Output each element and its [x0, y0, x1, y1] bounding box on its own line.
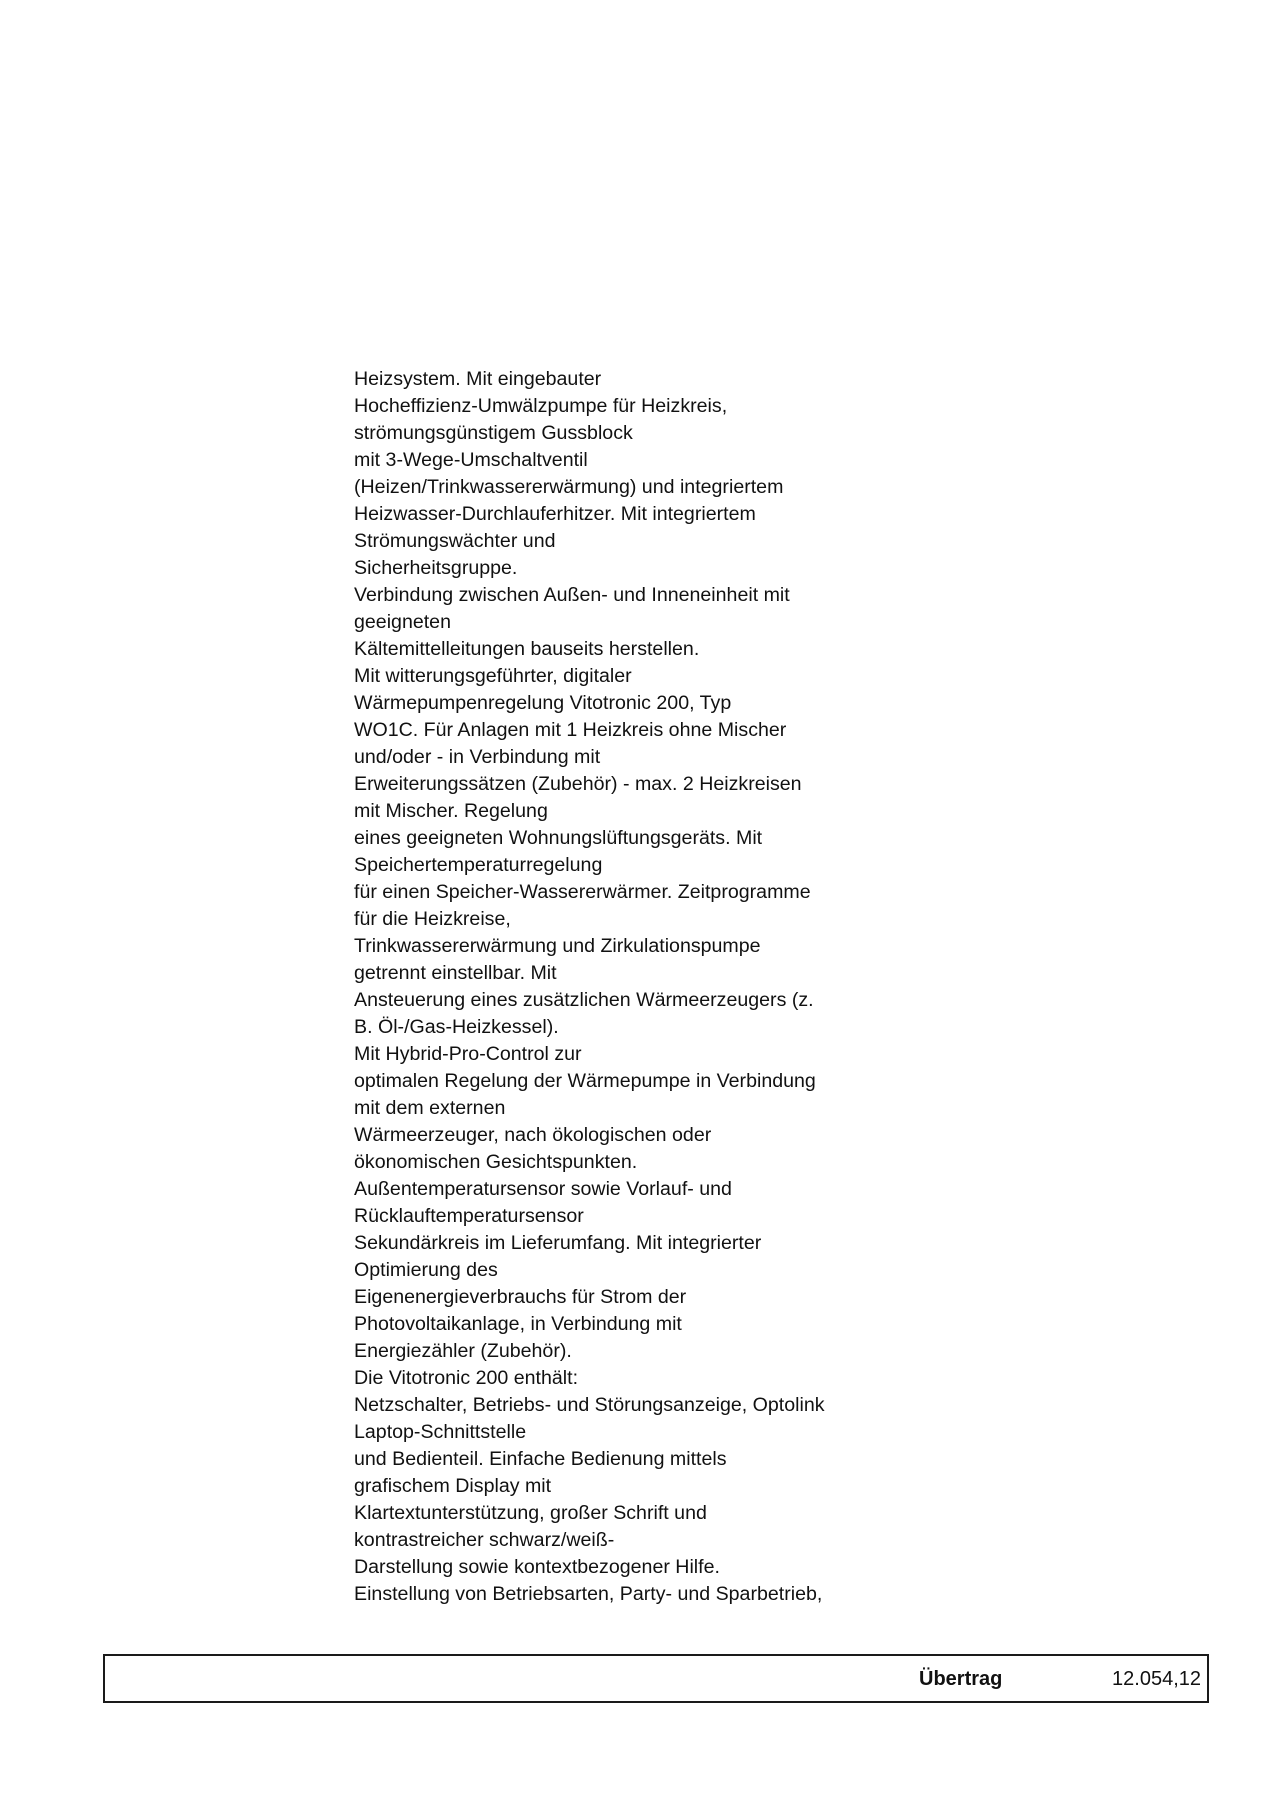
description-line: Kältemittelleitungen bauseits herstellen. — [354, 638, 700, 660]
description-line: Speichertemperaturregelung — [354, 854, 603, 876]
description-line: Laptop-Schnittstelle — [354, 1421, 527, 1443]
description-line: strömungsgünstigem Gussblock — [354, 422, 633, 444]
description-line: Einstellung von Betriebsarten, Party- und Sparbetrieb, — [354, 1583, 823, 1605]
description-line: für die Heizkreise, — [354, 908, 511, 930]
description-line: Strömungswächter und — [354, 530, 556, 552]
carry-over-value: 12.054,12 — [1112, 1668, 1201, 1690]
description-line: B. Öl-/Gas-Heizkessel). — [354, 1016, 559, 1038]
description-line: Erweiterungssätzen (Zubehör) - max. 2 Heizkreisen — [354, 773, 802, 795]
description-line: Energiezähler (Zubehör). — [354, 1340, 572, 1362]
description-line: Mit witterungsgeführter, digitaler — [354, 665, 632, 687]
description-line: Rücklauftemperatursensor — [354, 1205, 584, 1227]
description-line: Photovoltaikanlage, in Verbindung mit — [354, 1313, 682, 1335]
carry-over-label: Übertrag — [919, 1668, 1003, 1690]
description-line: grafischem Display mit — [354, 1475, 552, 1497]
description-line: Sekundärkreis im Lieferumfang. Mit integrierter — [354, 1232, 762, 1254]
description-line: Sicherheitsgruppe. — [354, 557, 518, 579]
description-line: Optimierung des — [354, 1259, 498, 1281]
description-line: eines geeigneten Wohnungslüftungsgeräts. Mit — [354, 827, 763, 849]
description-line: Heizwasser-Durchlauferhitzer. Mit integriertem — [354, 503, 756, 525]
description-line: Trinkwassererwärmung und Zirkulationspumpe — [354, 935, 761, 957]
description-line: Mit Hybrid-Pro-Control zur — [354, 1043, 582, 1065]
description-line: Hocheffizienz-Umwälzpumpe für Heizkreis, — [354, 395, 728, 417]
description-line: mit 3-Wege-Umschaltventil — [354, 449, 588, 471]
description-line: Die Vitotronic 200 enthält: — [354, 1367, 579, 1389]
description-line: ökonomischen Gesichtspunkten. — [354, 1151, 638, 1173]
description-line: Klartextunterstützung, großer Schrift und — [354, 1502, 707, 1524]
position-description — [354, 366, 914, 1608]
description-line: Eigenenergieverbrauchs für Strom der — [354, 1286, 687, 1308]
description-line: Ansteuerung eines zusätzlichen Wärmeerzeugers (z. — [354, 989, 814, 1011]
description-line: Wärmepumpenregelung Vitotronic 200, Typ — [354, 692, 732, 714]
description-line: Darstellung sowie kontextbezogener Hilfe. — [354, 1556, 720, 1578]
description-line: geeigneten — [354, 611, 451, 633]
description-line: Heizsystem. Mit eingebauter — [354, 368, 602, 390]
description-line: optimalen Regelung der Wärmepumpe in Verbindung — [354, 1070, 816, 1092]
description-line: für einen Speicher-Wassererwärmer. Zeitprogramme — [354, 881, 811, 903]
description-line: kontrastreicher schwarz/weiß- — [354, 1529, 615, 1551]
description-line: getrennt einstellbar. Mit — [354, 962, 557, 984]
description-line: Wärmeerzeuger, nach ökologischen oder — [354, 1124, 712, 1146]
description-line: (Heizen/Trinkwassererwärmung) und integriertem — [354, 476, 784, 498]
description-line: und Bedienteil. Einfache Bedienung mittels — [354, 1448, 727, 1470]
description-line: Außentemperatursensor sowie Vorlauf- und — [354, 1178, 732, 1200]
description-line: Verbindung zwischen Außen- und Inneneinheit mit — [354, 584, 790, 606]
carry-over-box — [103, 1654, 1209, 1703]
description-line: Netzschalter, Betriebs- und Störungsanzeige, Optolink — [354, 1394, 825, 1416]
description-line: mit Mischer. Regelung — [354, 800, 548, 822]
description-line: und/oder - in Verbindung mit — [354, 746, 601, 768]
description-line: WO1C. Für Anlagen mit 1 Heizkreis ohne Mischer — [354, 719, 787, 741]
description-line: mit dem externen — [354, 1097, 506, 1119]
